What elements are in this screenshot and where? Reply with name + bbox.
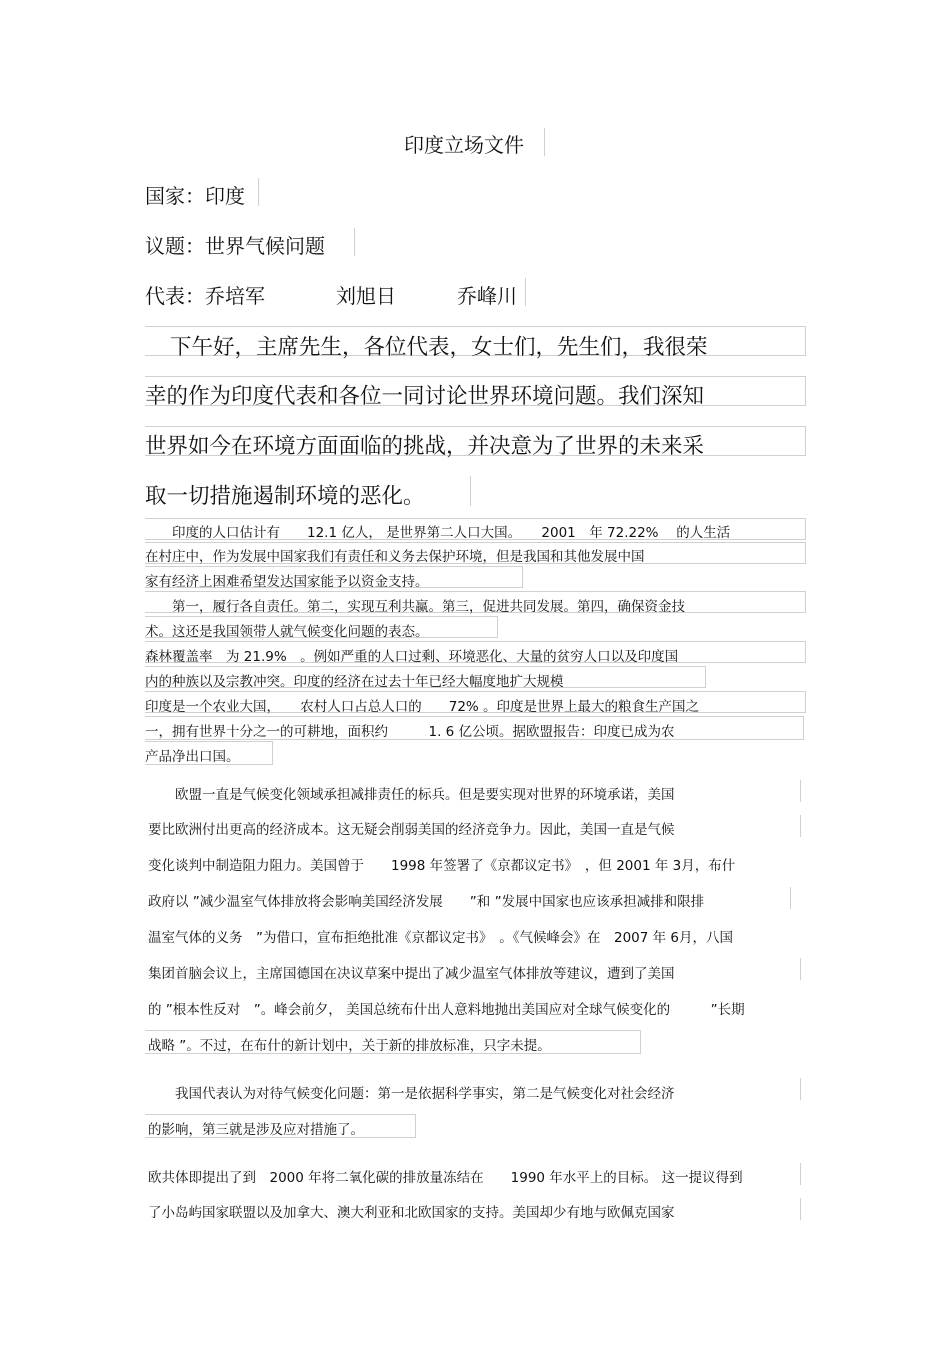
paragraph-line: 家有经济上困难希望发达国家能予以资金支持。 [145, 574, 429, 590]
delegate-3: 乔峰川 [457, 284, 517, 308]
frame-line [530, 128, 545, 156]
delegate-1: 代表：乔培军 [145, 284, 265, 308]
paragraph-line: 在村庄中，作为发展中国家我们有责任和义务去保护环境，但是我国和其他发展中国 [145, 549, 645, 565]
paragraph-line: 欧盟一直是气候变化领域承担减排责任的标兵。但是要实现对世界的环境承诺，美国 [148, 787, 675, 803]
paragraph-line: 印度的人口估计有 12.1 亿人， 是世界第二人口大国。 2001 年 72.22% 的人生活 [145, 525, 731, 541]
paragraph-line: 欧共体即提出了到 2000 年将二氧化碳的排放量冻结在 1990 年水平上的目标。 这一提议得到 [148, 1170, 743, 1186]
frame-line [790, 958, 801, 980]
frame-line [440, 476, 471, 506]
frame-line [250, 178, 259, 206]
frame-line [790, 1078, 801, 1100]
paragraph-line: 的 ”根本性反对 ”。峰会前夕， 美国总统布什出人意料地抛出美国应对全球气候变化的 ”长期 [148, 1002, 745, 1018]
frame-line [790, 815, 801, 837]
intro-line: 世界如今在环境方面面临的挑战，并决意为了世界的未来采 [145, 434, 705, 459]
paragraph-line: 政府以 ”减少温室气体排放将会影响美国经济发展 ”和 ”发展中国家也应该承担减排和限排 [148, 894, 705, 910]
paragraph-line: 战略 ”。不过，在布什的新计划中，关于新的排放标准，只字未提。 [148, 1038, 551, 1054]
paragraph-line: 第一，履行各自责任。第二，实现互利共赢。第三，促进共同发展。第四，确保资金技 [145, 599, 685, 615]
paragraph-line: 我国代表认为对待气候变化问题：第一是依据科学事实，第二是气候变化对社会经济 [148, 1086, 675, 1102]
frame-line [340, 228, 355, 256]
paragraph-line: 了小岛屿国家联盟以及加拿大、澳大利亚和北欧国家的支持。美国却少有地与欧佩克国家 [148, 1205, 675, 1221]
paragraph-line: 要比欧洲付出更高的经济成本。这无疑会削弱美国的经济竞争力。因此，美国一直是气候 [148, 822, 675, 838]
topic-line: 议题：世界气候问题 [145, 234, 325, 258]
paragraph-line: 集团首脑会议上，主席国德国在决议草案中提出了减少温室气体排放等建议，遭到了美国 [148, 966, 675, 982]
paragraph-line: 产品净出口国。 [145, 749, 240, 765]
frame-line [780, 887, 791, 909]
intro-line: 幸的作为印度代表和各位一同讨论世界环境问题。我们深知 [145, 384, 705, 409]
doc-title: 印度立场文件 [404, 133, 524, 157]
paragraph-line: 内的种族以及宗教冲突。印度的经济在过去十年已经大幅度地扩大规模 [145, 674, 564, 690]
paragraph-line: 一，拥有世界十分之一的可耕地，面积约 1. 6 亿公顷。据欧盟报告：印度已成为农 [145, 724, 675, 740]
frame-line [790, 1198, 801, 1220]
intro-line: 取一切措施遏制环境的恶化。 [145, 484, 425, 509]
paragraph-line: 变化谈判中制造阻力阻力。美国曾于 1998 年签署了《京都议定书》 ，但 2001 年 3月，布什 [148, 858, 736, 874]
country-line: 国家：印度 [145, 184, 245, 208]
paragraph-line: 术。这还是我国领带人就气候变化问题的表态。 [145, 624, 429, 640]
paragraph-line: 的影响，第三就是涉及应对措施了。 [148, 1122, 364, 1138]
paragraph-line: 森林覆盖率 为 21.9% 。例如严重的人口过剩、环境恶化、大量的贫穷人口以及印度国 [145, 649, 679, 665]
frame-line [790, 780, 801, 802]
delegate-2: 刘旭日 [336, 284, 396, 308]
paragraph-line: 印度是一个农业大国， 农村人口占总人口的 72% 。印度是世界上最大的粮食生产国之 [145, 699, 700, 715]
frame-line [790, 1163, 801, 1185]
paragraph-line: 温室气体的义务 ”为借口，宣布拒绝批准《京都议定书》 。《气候峰会》在 2007 年 6月，八国 [148, 930, 734, 946]
intro-line: 下午好，主席先生，各位代表，女士们，先生们，我很荣 [170, 335, 708, 360]
